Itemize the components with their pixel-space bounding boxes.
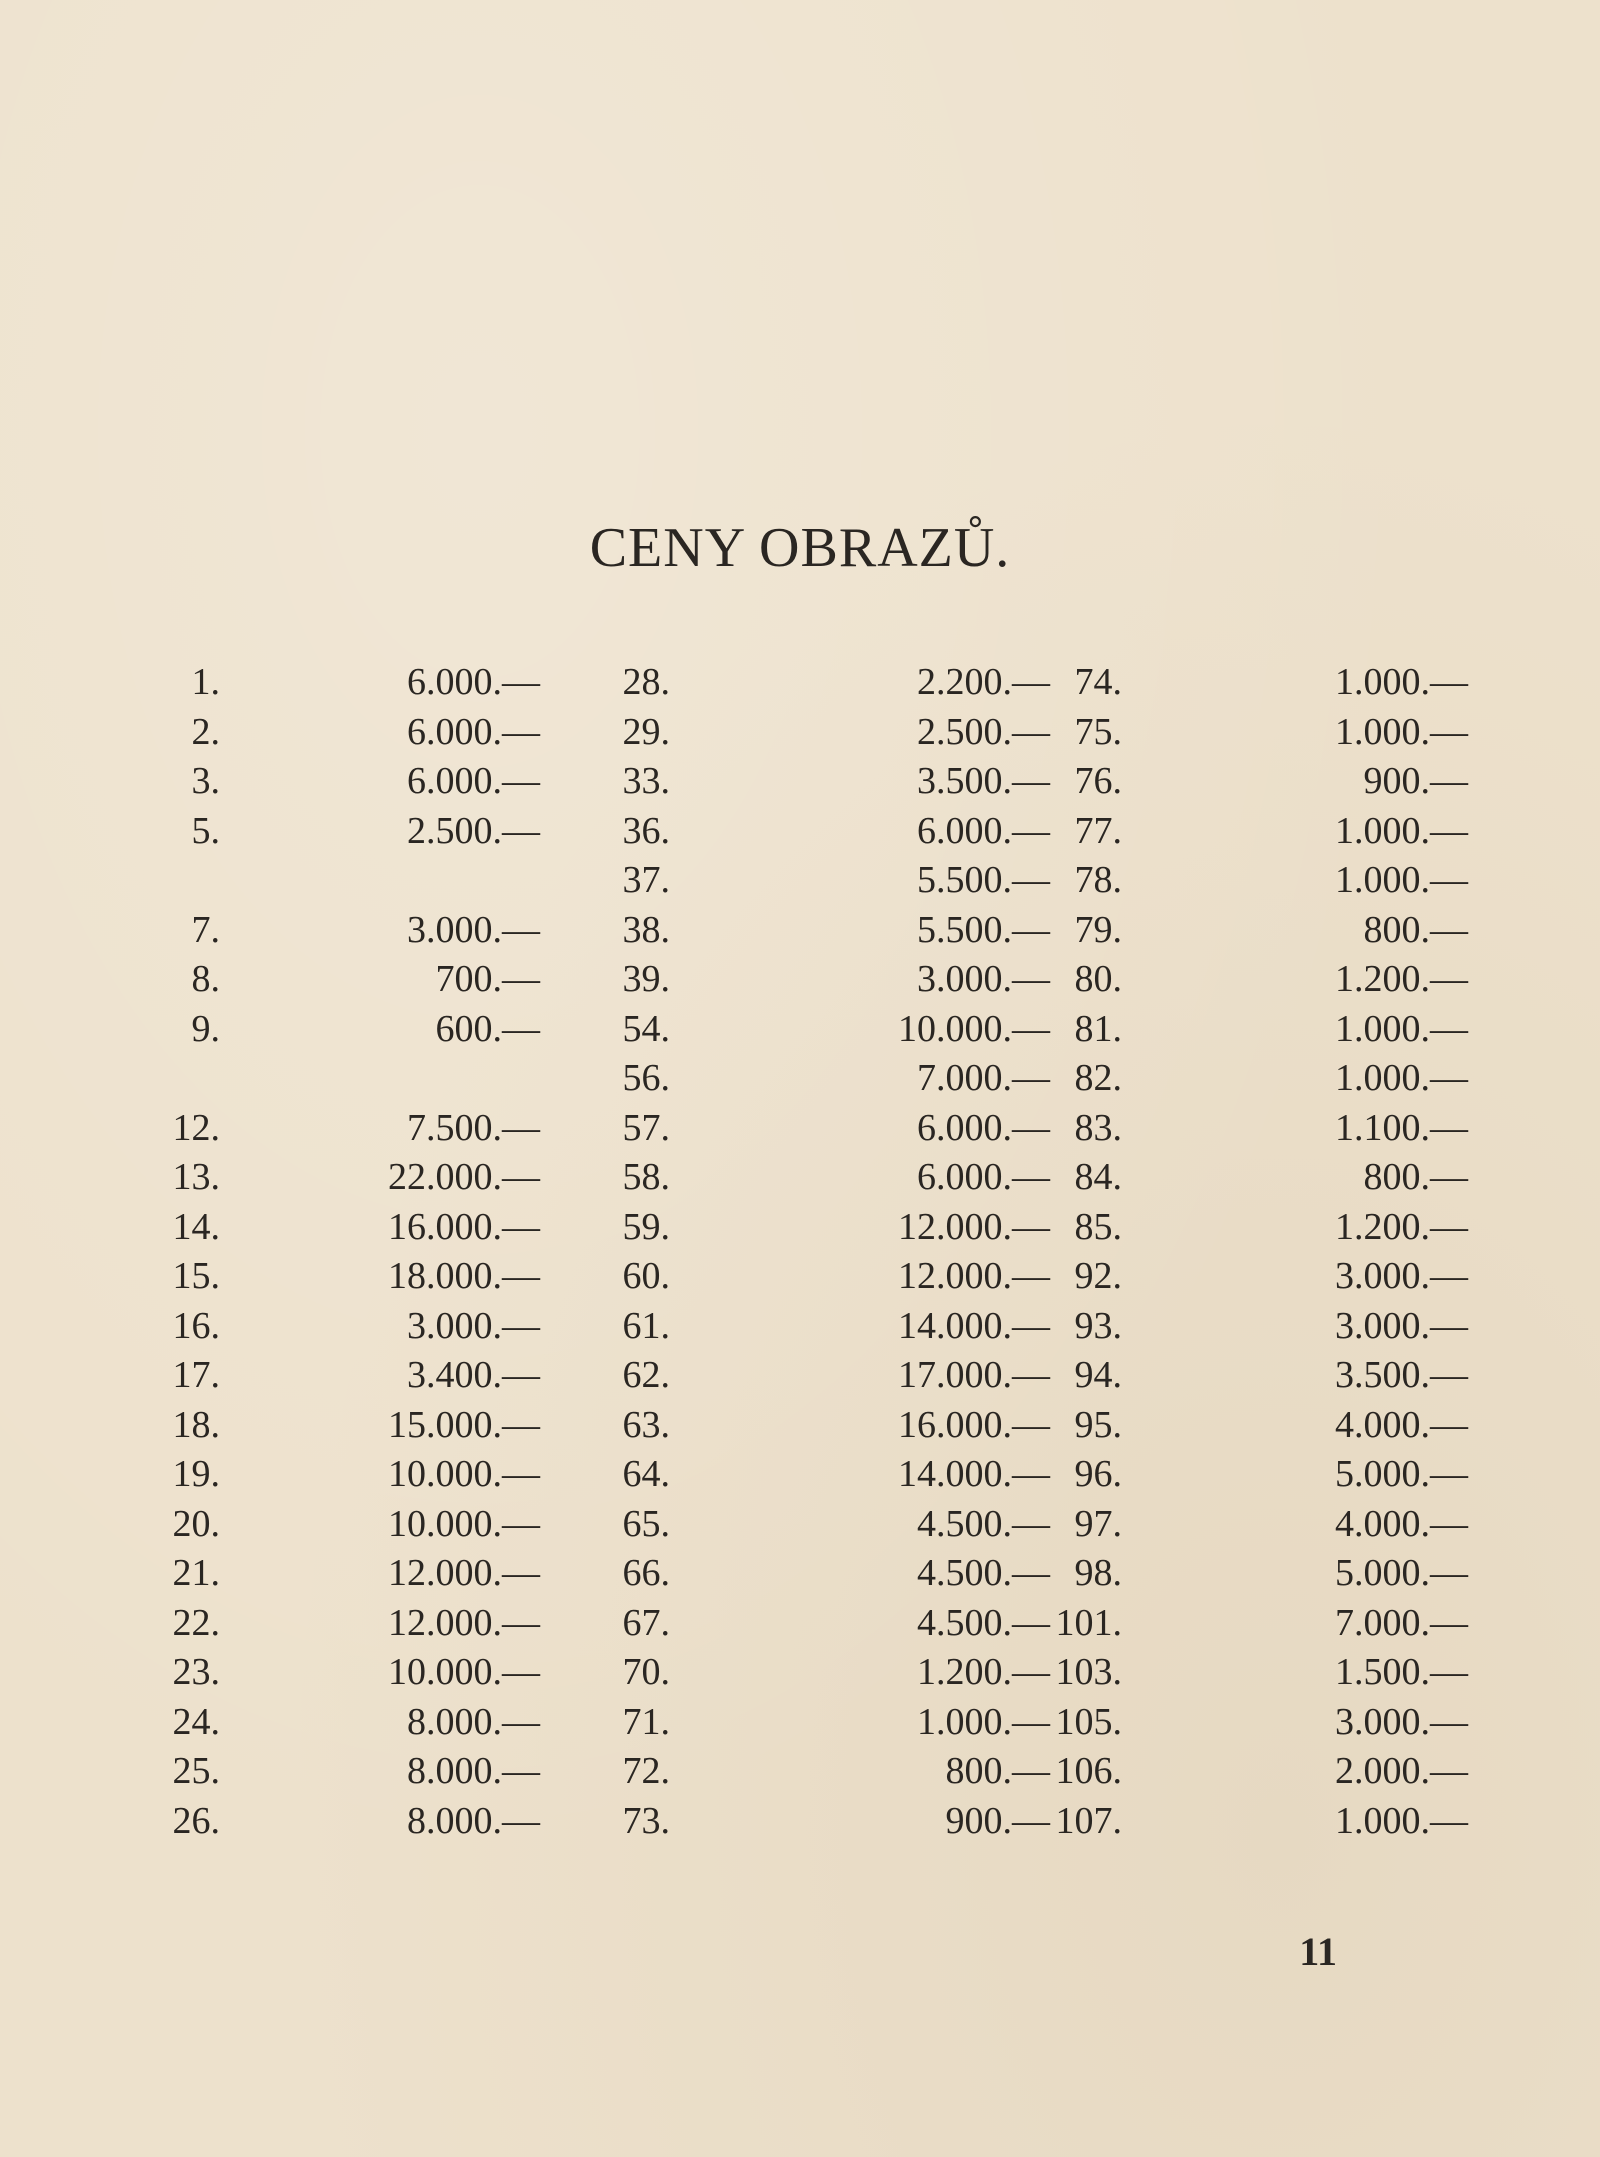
- price-value: 14.000.—: [898, 1304, 1050, 1347]
- price-value: 3.000.—: [407, 908, 540, 951]
- price-row: [560, 1054, 1050, 1104]
- price-row: [560, 807, 1050, 857]
- price-row: [100, 1648, 560, 1698]
- price-row: [560, 955, 1050, 1005]
- price-value: 3.500.—: [1335, 1354, 1468, 1396]
- price-column-2: [560, 658, 1050, 1846]
- catalog-number: 105.: [1055, 1700, 1122, 1743]
- price-row: [560, 1005, 1050, 1055]
- price-value: 7.000.—: [1335, 1601, 1468, 1644]
- price-value: 6.000.—: [407, 710, 540, 753]
- catalog-number: 96.: [1074, 1453, 1122, 1495]
- catalog-number: 85.: [1074, 1205, 1122, 1248]
- catalog-number: 60.: [622, 1255, 670, 1297]
- catalog-number: 71.: [622, 1700, 670, 1743]
- catalog-number: 17.: [172, 1354, 220, 1396]
- price-value: 18.000.—: [388, 1255, 540, 1297]
- catalog-number: 107.: [1055, 1799, 1122, 1842]
- catalog-number: 70.: [622, 1651, 670, 1693]
- price-row: [100, 1302, 560, 1352]
- price-value: 22.000.—: [388, 1156, 540, 1198]
- price-value: 3.500.—: [917, 760, 1050, 802]
- catalog-number: 101.: [1055, 1601, 1122, 1644]
- price-value: 1.000.—: [917, 1700, 1050, 1743]
- price-value: 12.000.—: [898, 1205, 1050, 1248]
- price-value: 3.000.—: [1335, 1304, 1468, 1347]
- price-value: 3.000.—: [917, 958, 1050, 1000]
- catalog-number: 94.: [1074, 1354, 1122, 1396]
- price-row: [1010, 1698, 1470, 1748]
- price-value: 1.200.—: [1335, 958, 1468, 1000]
- price-value: 8.000.—: [407, 1799, 540, 1842]
- catalog-number: 38.: [622, 908, 670, 951]
- catalog-number: 81.: [1074, 1007, 1122, 1050]
- price-row: [560, 1401, 1050, 1451]
- price-row: [1010, 1351, 1470, 1401]
- catalog-number: 93.: [1074, 1304, 1122, 1347]
- price-row: [560, 1351, 1050, 1401]
- catalog-number: 97.: [1074, 1502, 1122, 1545]
- price-row: [560, 757, 1050, 807]
- price-value: 1.000.—: [1335, 859, 1468, 901]
- price-row: [100, 1698, 560, 1748]
- catalog-number: 80.: [1074, 958, 1122, 1000]
- catalog-number: 98.: [1074, 1552, 1122, 1594]
- price-row: [100, 906, 560, 956]
- catalog-number: 72.: [622, 1750, 670, 1792]
- price-value: 800.—: [1363, 1156, 1468, 1198]
- catalog-number: 92.: [1074, 1255, 1122, 1297]
- price-row: [1010, 1104, 1470, 1154]
- price-row: [560, 1747, 1050, 1797]
- price-row: [100, 1500, 560, 1550]
- price-value: 1.000.—: [1335, 710, 1468, 753]
- catalog-number: 2.: [191, 710, 220, 753]
- catalog-number: 13.: [172, 1156, 220, 1198]
- price-value: 3.000.—: [407, 1304, 540, 1347]
- catalog-number: 62.: [622, 1354, 670, 1396]
- price-row: [1010, 1302, 1470, 1352]
- price-row: [560, 1252, 1050, 1302]
- price-row: [1010, 1005, 1470, 1055]
- price-row: [100, 708, 560, 758]
- price-row: [1010, 1054, 1470, 1104]
- catalog-number: 3.: [191, 760, 220, 802]
- catalog-number: 56.: [622, 1057, 670, 1099]
- price-value: 16.000.—: [388, 1205, 540, 1248]
- price-row: [1010, 807, 1470, 857]
- price-row: [1010, 1549, 1470, 1599]
- catalog-number: 23.: [172, 1651, 220, 1693]
- price-row: [560, 708, 1050, 758]
- price-value: 4.500.—: [917, 1502, 1050, 1545]
- catalog-number: 74.: [1074, 661, 1122, 703]
- price-row: [560, 856, 1050, 906]
- catalog-number: 106.: [1055, 1750, 1122, 1792]
- price-row: [560, 906, 1050, 956]
- price-row: [100, 1351, 560, 1401]
- price-row: [560, 1698, 1050, 1748]
- price-value: 4.500.—: [917, 1601, 1050, 1644]
- price-row: [100, 1153, 560, 1203]
- price-value: 3.000.—: [1335, 1255, 1468, 1297]
- price-value: 2.500.—: [917, 710, 1050, 753]
- price-value: 900.—: [1363, 760, 1468, 802]
- price-value: 4.500.—: [917, 1552, 1050, 1594]
- catalog-number: 29.: [622, 710, 670, 753]
- price-row: [100, 1005, 560, 1055]
- catalog-number: 79.: [1074, 908, 1122, 951]
- catalog-number: 78.: [1074, 859, 1122, 901]
- catalog-number: 95.: [1074, 1403, 1122, 1446]
- price-value: 5.000.—: [1335, 1453, 1468, 1495]
- catalog-number: 82.: [1074, 1057, 1122, 1099]
- price-value: 1.200.—: [1335, 1205, 1468, 1248]
- catalog-number: 26.: [172, 1799, 220, 1842]
- price-row: [560, 658, 1050, 708]
- price-value: 10.000.—: [388, 1651, 540, 1693]
- price-row: [1010, 1797, 1470, 1847]
- price-value: 10.000.—: [388, 1502, 540, 1545]
- price-column-3: [1010, 658, 1470, 1846]
- price-value: 7.000.—: [917, 1057, 1050, 1099]
- price-row: [560, 1648, 1050, 1698]
- price-value: 7.500.—: [407, 1106, 540, 1149]
- catalog-number: 58.: [622, 1156, 670, 1198]
- catalog-number: 83.: [1074, 1106, 1122, 1149]
- price-value: 6.000.—: [917, 809, 1050, 852]
- price-value: 1.000.—: [1335, 809, 1468, 852]
- price-column-1: [100, 658, 560, 1846]
- price-row: [100, 1450, 560, 1500]
- catalog-number: 61.: [622, 1304, 670, 1347]
- catalog-number: 54.: [622, 1007, 670, 1050]
- catalog-number: 15.: [172, 1255, 220, 1297]
- price-value: 12.000.—: [898, 1255, 1050, 1297]
- price-value: 600.—: [435, 1007, 540, 1050]
- catalog-number: 14.: [172, 1205, 220, 1248]
- price-row: [100, 1747, 560, 1797]
- price-row: [1010, 906, 1470, 956]
- page-title: CENY OBRAZŮ.: [589, 517, 1011, 579]
- price-row: [100, 1401, 560, 1451]
- catalog-number: 77.: [1074, 809, 1122, 852]
- catalog-number: 18.: [172, 1403, 220, 1446]
- price-row: [1010, 1500, 1470, 1550]
- catalog-number: 37.: [622, 859, 670, 901]
- catalog-number: 63.: [622, 1403, 670, 1446]
- price-row: [100, 1203, 560, 1253]
- price-row: [100, 658, 560, 708]
- catalog-number: 7.: [191, 908, 220, 951]
- price-row: [560, 1203, 1050, 1253]
- price-row: [100, 1104, 560, 1154]
- price-row: [100, 1549, 560, 1599]
- price-row: [1010, 1401, 1470, 1451]
- catalog-number: 76.: [1074, 760, 1122, 802]
- price-row: [100, 1797, 560, 1847]
- price-value: 5.500.—: [917, 908, 1050, 951]
- price-value: 10.000.—: [898, 1007, 1050, 1050]
- price-row: [560, 1104, 1050, 1154]
- price-row: [1010, 757, 1470, 807]
- price-row: [1010, 1450, 1470, 1500]
- price-value: 1.000.—: [1335, 1057, 1468, 1099]
- price-value: 700.—: [435, 958, 540, 1000]
- price-row: [1010, 708, 1470, 758]
- price-value: 14.000.—: [898, 1453, 1050, 1495]
- catalog-number: 25.: [172, 1750, 220, 1792]
- catalog-number: 57.: [622, 1106, 670, 1149]
- price-row: [1010, 856, 1470, 906]
- catalog-number: 103.: [1055, 1651, 1122, 1693]
- catalog-number: 22.: [172, 1601, 220, 1644]
- catalog-number: 64.: [622, 1453, 670, 1495]
- catalog-number: 75.: [1074, 710, 1122, 753]
- catalog-number: 19.: [172, 1453, 220, 1495]
- catalog-number: 5.: [191, 809, 220, 852]
- price-row: [560, 1599, 1050, 1649]
- catalog-number: 67.: [622, 1601, 670, 1644]
- price-value: 6.000.—: [917, 1156, 1050, 1198]
- price-value: 2.000.—: [1335, 1750, 1468, 1792]
- price-row: [100, 1252, 560, 1302]
- price-value: 900.—: [945, 1799, 1050, 1842]
- price-value: 800.—: [945, 1750, 1050, 1792]
- price-row: [560, 1153, 1050, 1203]
- price-row: [100, 807, 560, 857]
- price-value: 10.000.—: [388, 1453, 540, 1495]
- price-value: 15.000.—: [388, 1403, 540, 1446]
- price-value: 5.500.—: [917, 859, 1050, 901]
- catalog-number: 20.: [172, 1502, 220, 1545]
- price-row: [1010, 1203, 1470, 1253]
- catalog-number: 36.: [622, 809, 670, 852]
- price-row: [1010, 1599, 1470, 1649]
- price-value: 1.000.—: [1335, 661, 1468, 703]
- price-row: [560, 1500, 1050, 1550]
- catalog-number: 59.: [622, 1205, 670, 1248]
- catalog-number: 39.: [622, 958, 670, 1000]
- catalog-number: 21.: [172, 1552, 220, 1594]
- catalog-number: 24.: [172, 1700, 220, 1743]
- price-value: 1.500.—: [1335, 1651, 1468, 1693]
- price-value: 3.400.—: [407, 1354, 540, 1396]
- catalog-number: 12.: [172, 1106, 220, 1149]
- price-value: 6.000.—: [407, 661, 540, 703]
- price-value: 1.200.—: [917, 1651, 1050, 1693]
- price-value: 12.000.—: [388, 1601, 540, 1644]
- catalog-number: 16.: [172, 1304, 220, 1347]
- price-value: 17.000.—: [898, 1354, 1050, 1396]
- price-value: 6.000.—: [917, 1106, 1050, 1149]
- catalog-number: 9.: [191, 1007, 220, 1050]
- price-row: [560, 1450, 1050, 1500]
- price-row: [560, 1797, 1050, 1847]
- price-value: 3.000.—: [1335, 1700, 1468, 1743]
- price-value: 1.000.—: [1335, 1007, 1468, 1050]
- price-value: 12.000.—: [388, 1552, 540, 1594]
- price-value: 1.100.—: [1335, 1106, 1468, 1149]
- price-row: [100, 1054, 560, 1104]
- price-value: 2.500.—: [407, 809, 540, 852]
- catalog-number: 66.: [622, 1552, 670, 1594]
- price-row: [1010, 955, 1470, 1005]
- price-row: [100, 1599, 560, 1649]
- price-row: [1010, 1648, 1470, 1698]
- price-value: 6.000.—: [407, 760, 540, 802]
- price-value: 2.200.—: [917, 661, 1050, 703]
- price-row: [560, 1302, 1050, 1352]
- price-value: 1.000.—: [1335, 1799, 1468, 1842]
- price-value: 4.000.—: [1335, 1403, 1468, 1446]
- price-value: 8.000.—: [407, 1750, 540, 1792]
- price-value: 4.000.—: [1335, 1502, 1468, 1545]
- catalog-number: 33.: [622, 760, 670, 802]
- catalog-number: 28.: [622, 661, 670, 703]
- catalog-number: 84.: [1074, 1156, 1122, 1198]
- price-row: [1010, 1747, 1470, 1797]
- price-row: [560, 1549, 1050, 1599]
- catalog-number: 73.: [622, 1799, 670, 1842]
- price-row: [1010, 1252, 1470, 1302]
- page-number: 11: [1299, 1929, 1337, 1974]
- price-row: [100, 856, 560, 906]
- price-value: 8.000.—: [407, 1700, 540, 1743]
- catalog-number: 8.: [191, 958, 220, 1000]
- price-row: [1010, 658, 1470, 708]
- price-row: [100, 955, 560, 1005]
- price-row: [1010, 1153, 1470, 1203]
- catalog-number: 65.: [622, 1502, 670, 1545]
- price-value: 16.000.—: [898, 1403, 1050, 1446]
- catalog-number: 1.: [191, 661, 220, 703]
- price-value: 5.000.—: [1335, 1552, 1468, 1594]
- price-row: [100, 757, 560, 807]
- price-value: 800.—: [1363, 908, 1468, 951]
